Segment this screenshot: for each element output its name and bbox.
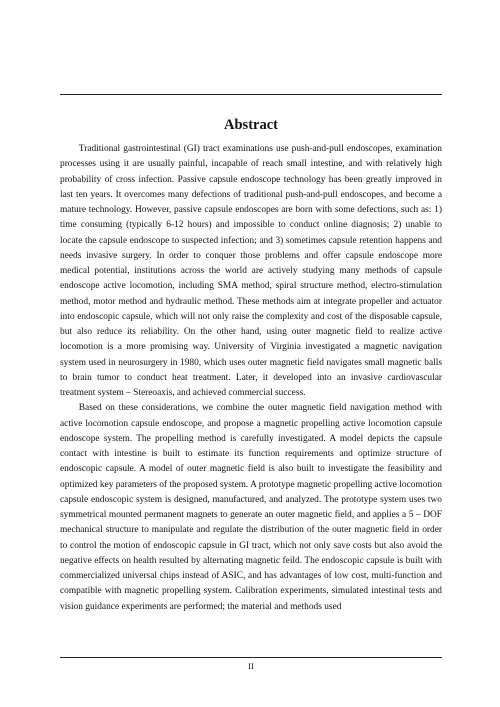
footer-rule [60,657,442,658]
abstract-paragraph-1: Traditional gastrointestinal (GI) tract examinations use push-and-pull endoscopes, examination processes using it are usually painful, incapable of reach small intestine, and with relatively high probability of cross infection. Passive capsule endoscope technology has been greatly improved in last ten years. It overcomes many defections of traditional push-and-pull endoscopes, and become a mature technology. However, passive capsule endoscopes are born with some defections, such as: 1) time consuming (typically 6-12 hours) and impossible to conduct online diagnosis; 2) unable to locate the capsule endoscope to suspected infection; and 3) sometimes capsule retention happens and needs invasive surgery. In order to conquer those problems and offer capsule endoscope more medical potential, institutions across the world are actively studying many methods of capsule endoscope active locomotion, including SMA method, spiral structure method, electro-stimulation method, motor method and hydraulic method. These methods aim at integrate propeller and actuator into endoscopic capsule, which will not only raise the complexity and cost of the disposable capsule, but also reduce its reliability. On the other hand, using outer magnetic field to realize active locomotion is a more promising way. University of Virginia investigated a magnetic navigation system used in neurosurgery in 1980, which uses outer magnetic field navigates small magnetic balls to brain tumor to conduct heat treatment. Later, it developed into an invasive cardiovascular treatment system – Stereoaxis, and achieved commercial success. [60,144,442,398]
page-number: II [248,661,254,671]
header-rule [60,94,442,95]
abstract-body [60,142,442,615]
abstract-paragraph-2: Based on these considerations, we combine the outer magnetic field navigation method with active locomotion capsule endoscope, and propose a magnetic propelling active locomotion capsule endoscope system. The propelling method is carefully investigated. A model depicts the capsule contact with intestine is built to estimate its function requirements and optimize structure of endoscopic capsule. A model of outer magnetic field is also built to investigate the feasibility and optimized key parameters of the proposed system. A prototype magnetic propelling active locomotion capsule endoscopic system is designed, manufactured, and analyzed. The prototype system uses two symmetrical mounted permanent magnets to generate an outer magnetic field, and applies a 5 – DOF mechanical structure to manipulate and regulate the distribution of the outer magnetic field in order to control the motion of endoscopic capsule in GI tract, which not only save costs but also avoid the negative effects on health resulted by alternating magnetic feild. The endoscopic capsule is built with commercialized universal chips instead of ASIC, and has advantages of low cost, multi-function and compatible with magnetic propelling system. Calibration experiments, simulated intestinal tests and vision guidance experiments are performed; the material and methods used [60,403,442,612]
page-title: Abstract [224,117,278,133]
